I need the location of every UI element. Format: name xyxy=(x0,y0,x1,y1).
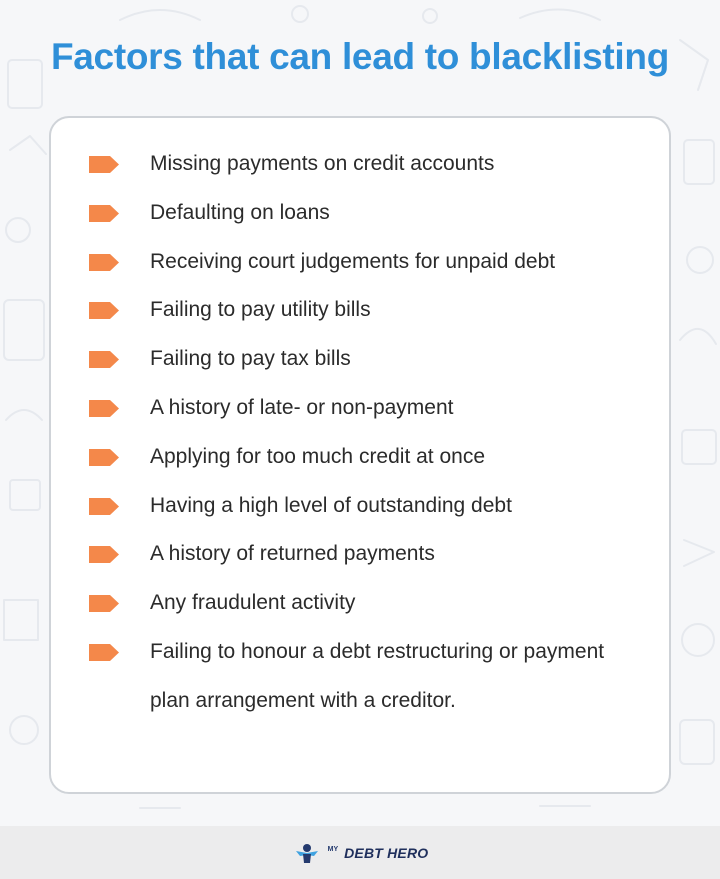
tag-arrow-icon xyxy=(89,449,119,466)
footer-bar xyxy=(0,826,720,879)
tag-arrow-icon xyxy=(89,254,119,271)
logo-prefix: MY xyxy=(327,845,339,853)
tag-arrow-icon xyxy=(89,205,119,222)
factor-item xyxy=(51,628,669,726)
factor-text: Missing payments on credit accounts xyxy=(150,152,495,175)
tag-arrow-icon xyxy=(89,498,119,515)
page-title: Factors that can lead to blacklisting xyxy=(50,36,670,77)
factor-text: Failing to honour a debt restructuring or payment plan arrangement with a creditor. xyxy=(150,639,605,712)
factor-item xyxy=(51,238,669,287)
tag-arrow-icon xyxy=(89,302,119,319)
factor-item xyxy=(51,530,669,579)
factor-item xyxy=(51,189,669,238)
brand-logo xyxy=(292,842,429,864)
factor-item xyxy=(51,384,669,433)
factor-item xyxy=(51,335,669,384)
factors-card xyxy=(49,116,671,794)
factor-text: Receiving court judgements for unpaid debt xyxy=(150,249,556,273)
factor-text: Failing to pay utility bills xyxy=(150,298,371,322)
tag-arrow-icon xyxy=(89,400,119,417)
factor-text: Defaulting on loans xyxy=(150,200,330,224)
factor-text: Applying for too much credit at once xyxy=(150,444,486,468)
factor-item xyxy=(51,482,669,531)
factor-item xyxy=(51,140,669,189)
factor-item xyxy=(51,286,669,335)
tag-arrow-icon xyxy=(89,644,119,661)
factor-item xyxy=(51,433,669,482)
factor-item xyxy=(51,579,669,628)
logo-text: DEBT HERO xyxy=(344,844,429,861)
factor-text: A history of returned payments xyxy=(150,542,435,566)
factor-text: A history of late- or non-payment xyxy=(150,395,454,419)
tag-arrow-icon xyxy=(89,595,119,612)
factors-list xyxy=(51,140,669,726)
tag-arrow-icon xyxy=(89,546,119,563)
factor-text: Failing to pay tax bills xyxy=(150,347,351,371)
debt-hero-logo-icon xyxy=(292,842,322,864)
tag-arrow-icon xyxy=(89,351,119,368)
tag-arrow-icon xyxy=(89,156,119,173)
factor-text: Any fraudulent activity xyxy=(150,591,356,615)
factor-text: Having a high level of outstanding debt xyxy=(150,493,512,517)
